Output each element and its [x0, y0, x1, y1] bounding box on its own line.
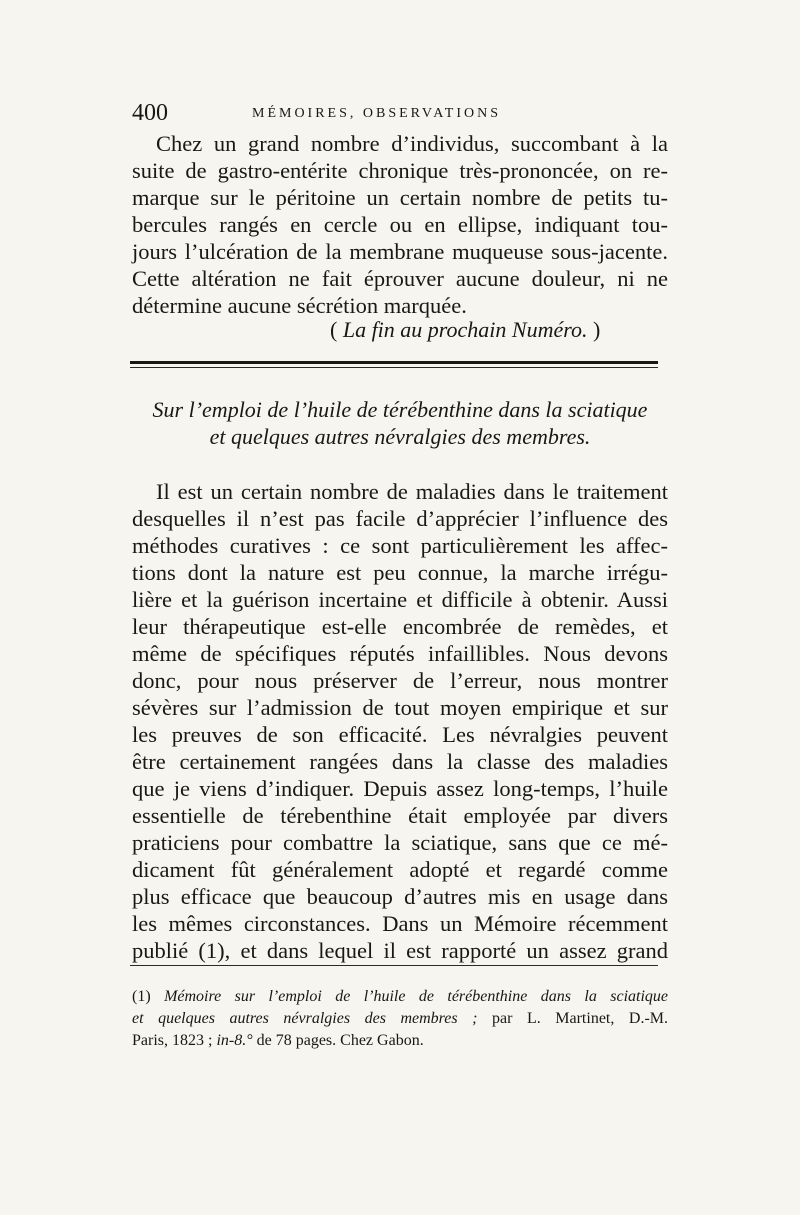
text-line: suite de gastro-entérite chronique très-prononcée, on re- [132, 158, 668, 183]
text-line: détermine aucune sécrétion marquée. [132, 293, 467, 318]
running-head: MÉMOIRES, OBSERVATIONS [252, 106, 501, 121]
text-line: dicament fût généralement adopté et regardé comme [132, 857, 668, 882]
footnote [132, 986, 668, 1052]
text-line: leur thérapeutique est-elle encombrée de remèdes, et [132, 614, 668, 639]
section-divider-thin [130, 367, 658, 368]
text-line: Il est un certain nombre de maladies dans le traitement [156, 479, 668, 504]
text-line: essentielle de térebenthine était employée par divers [132, 803, 668, 828]
footnote-mark: (1) [132, 988, 151, 1005]
continuation-note-text: La fin au prochain Numéro. [342, 317, 588, 342]
text-line: les mêmes circonstances. Dans un Mémoire récemment [132, 911, 668, 936]
previous-article-text [132, 130, 668, 319]
footnote-line [132, 986, 668, 1008]
footnote-details: de 78 pages. Chez Gabon. [252, 1032, 424, 1049]
footnote-title-cont: et quelques autres névralgies des membres ; [132, 1010, 478, 1027]
footnote-divider [130, 965, 658, 966]
text-line: praticiens pour combattre la sciatique, sans que ce mé- [132, 830, 668, 855]
text-line: plus efficace que beaucoup d’autres mis en usage dans [132, 884, 668, 909]
footnote-line [132, 1008, 668, 1030]
text-line: donc, pour nous préserver de l’erreur, nous montrer [132, 668, 668, 693]
footnote-author: par L. Martinet, D.-M. [477, 1010, 669, 1027]
text-line: Cette altération ne fait éprouver aucune douleur, ni ne [132, 266, 668, 291]
page-header [132, 98, 672, 128]
text-line: les preuves de son efficacité. Les névralgies peuvent [132, 722, 668, 747]
text-line: méthodes curatives : ce sont particulièrement les affec- [132, 533, 668, 558]
text-line: que je viens d’indiquer. Depuis assez long-temps, l’huile [132, 776, 668, 801]
continuation-note [330, 316, 600, 343]
text-line: tions dont la nature est peu connue, la marche irrégu- [132, 560, 668, 585]
text-line: Chez un grand nombre d’individus, succombant à la [156, 131, 668, 156]
text-line: desquelles il n’est pas facile d’apprécier l’influence des [132, 506, 668, 531]
article-title-line: et quelques autres névralgies des membres. [209, 424, 591, 449]
footnote-format: in-8.° [216, 1032, 253, 1049]
article-title [130, 396, 670, 450]
text-line: lière et la guérison incertaine et difficile à obtenir. Aussi [132, 587, 668, 612]
text-line: même de spécifiques réputés infaillibles. Nous devons [132, 641, 668, 666]
footnote-place: Paris, 1823 ; [132, 1032, 217, 1049]
continuation-note-close: ) [592, 317, 601, 342]
text-line: bercules rangés en cercle ou en ellipse, indiquant tou- [132, 212, 668, 237]
footnote-title: Mémoire sur l’emploi de l’huile de térébenthine dans la sciatique [164, 988, 669, 1005]
article-body [132, 478, 668, 964]
page-number: 400 [132, 100, 168, 126]
text-line: sévères sur l’admission de tout moyen empirique et sur [132, 695, 668, 720]
text-line: jours l’ulcération de la membrane muqueuse sous-jacente. [132, 239, 668, 264]
text-line: publié (1), et dans lequel il est rapporté un assez grand [132, 938, 668, 963]
article-title-line: Sur l’emploi de l’huile de térébenthine dans la sciatique [152, 397, 648, 422]
text-line: marque sur le péritoine un certain nombre de petits tu- [132, 185, 668, 210]
continuation-note-open: ( [330, 317, 338, 342]
text-line: être certainement rangées dans la classe des maladies [132, 749, 668, 774]
section-divider-thick [130, 361, 658, 364]
footnote-line [132, 1030, 668, 1052]
